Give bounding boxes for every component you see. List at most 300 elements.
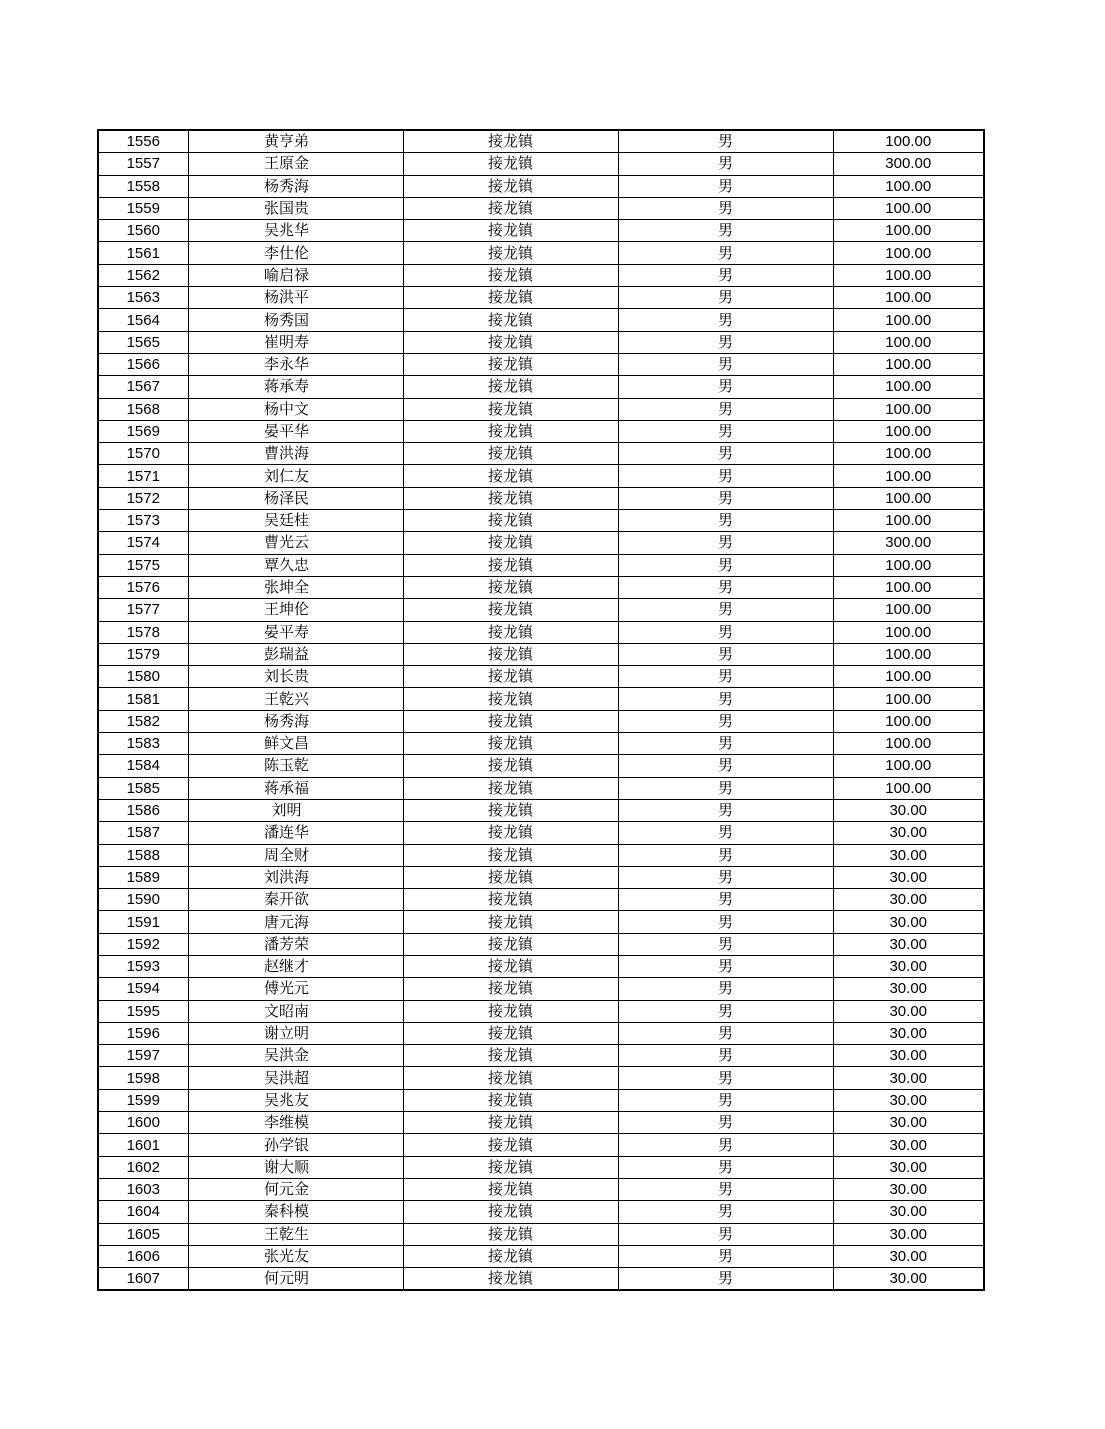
- town-cell: 接龙镇: [403, 911, 618, 933]
- row-number-cell: 1602: [98, 1156, 188, 1178]
- row-number-cell: 1582: [98, 710, 188, 732]
- amount-cell: 100.00: [833, 220, 984, 242]
- sex-cell: 男: [618, 911, 833, 933]
- town-cell: 接龙镇: [403, 1201, 618, 1223]
- sex-cell: 男: [618, 376, 833, 398]
- table-row: [98, 309, 984, 331]
- sex-cell: 男: [618, 197, 833, 219]
- person-name-cell: 潘连华: [188, 822, 403, 844]
- table-row: [98, 175, 984, 197]
- amount-cell: 300.00: [833, 153, 984, 175]
- row-number-cell: 1601: [98, 1134, 188, 1156]
- town-cell: 接龙镇: [403, 1268, 618, 1291]
- sex-cell: 男: [618, 933, 833, 955]
- table-row: [98, 487, 984, 509]
- person-name-cell: 崔明寿: [188, 331, 403, 353]
- amount-cell: 30.00: [833, 1067, 984, 1089]
- amount-cell: 30.00: [833, 1089, 984, 1111]
- person-name-cell: 吴兆华: [188, 220, 403, 242]
- row-number-cell: 1566: [98, 353, 188, 375]
- row-number-cell: 1570: [98, 443, 188, 465]
- person-name-cell: 赵继才: [188, 955, 403, 977]
- row-number-cell: 1591: [98, 911, 188, 933]
- row-number-cell: 1557: [98, 153, 188, 175]
- town-cell: 接龙镇: [403, 1223, 618, 1245]
- amount-cell: 30.00: [833, 1178, 984, 1200]
- subsidy-table: [97, 129, 985, 1291]
- person-name-cell: 何元明: [188, 1268, 403, 1291]
- table-row: [98, 465, 984, 487]
- sex-cell: 男: [618, 287, 833, 309]
- amount-cell: 30.00: [833, 1156, 984, 1178]
- person-name-cell: 刘明: [188, 799, 403, 821]
- table-row: [98, 1156, 984, 1178]
- table-row: [98, 576, 984, 598]
- person-name-cell: 杨泽民: [188, 487, 403, 509]
- amount-cell: 100.00: [833, 510, 984, 532]
- table-row: [98, 1245, 984, 1267]
- sex-cell: 男: [618, 1245, 833, 1267]
- table-row: [98, 955, 984, 977]
- table-row: [98, 1178, 984, 1200]
- sex-cell: 男: [618, 264, 833, 286]
- table-row: [98, 844, 984, 866]
- town-cell: 接龙镇: [403, 532, 618, 554]
- table-row: [98, 822, 984, 844]
- row-number-cell: 1575: [98, 554, 188, 576]
- table-row: [98, 710, 984, 732]
- row-number-cell: 1589: [98, 866, 188, 888]
- amount-cell: 30.00: [833, 1045, 984, 1067]
- row-number-cell: 1585: [98, 777, 188, 799]
- person-name-cell: 文昭南: [188, 1000, 403, 1022]
- row-number-cell: 1572: [98, 487, 188, 509]
- row-number-cell: 1587: [98, 822, 188, 844]
- person-name-cell: 曹光云: [188, 532, 403, 554]
- town-cell: 接龙镇: [403, 844, 618, 866]
- table-row: [98, 911, 984, 933]
- town-cell: 接龙镇: [403, 1022, 618, 1044]
- sex-cell: 男: [618, 1045, 833, 1067]
- amount-cell: 100.00: [833, 576, 984, 598]
- person-name-cell: 刘洪海: [188, 866, 403, 888]
- table-row: [98, 599, 984, 621]
- sex-cell: 男: [618, 153, 833, 175]
- row-number-cell: 1599: [98, 1089, 188, 1111]
- town-cell: 接龙镇: [403, 599, 618, 621]
- table-row: [98, 554, 984, 576]
- amount-cell: 30.00: [833, 911, 984, 933]
- town-cell: 接龙镇: [403, 688, 618, 710]
- town-cell: 接龙镇: [403, 710, 618, 732]
- amount-cell: 30.00: [833, 933, 984, 955]
- amount-cell: 100.00: [833, 264, 984, 286]
- person-name-cell: 周全财: [188, 844, 403, 866]
- amount-cell: 30.00: [833, 822, 984, 844]
- person-name-cell: 秦科模: [188, 1201, 403, 1223]
- town-cell: 接龙镇: [403, 1134, 618, 1156]
- table-row: [98, 1089, 984, 1111]
- town-cell: 接龙镇: [403, 733, 618, 755]
- town-cell: 接龙镇: [403, 264, 618, 286]
- table-row: [98, 666, 984, 688]
- sex-cell: 男: [618, 755, 833, 777]
- sex-cell: 男: [618, 866, 833, 888]
- person-name-cell: 何元金: [188, 1178, 403, 1200]
- person-name-cell: 晏平寿: [188, 621, 403, 643]
- town-cell: 接龙镇: [403, 309, 618, 331]
- table-row: [98, 799, 984, 821]
- table-row: [98, 1223, 984, 1245]
- row-number-cell: 1558: [98, 175, 188, 197]
- table-row: [98, 242, 984, 264]
- sex-cell: 男: [618, 777, 833, 799]
- row-number-cell: 1588: [98, 844, 188, 866]
- amount-cell: 100.00: [833, 197, 984, 219]
- table-row: [98, 866, 984, 888]
- row-number-cell: 1603: [98, 1178, 188, 1200]
- row-number-cell: 1571: [98, 465, 188, 487]
- amount-cell: 100.00: [833, 643, 984, 665]
- sex-cell: 男: [618, 643, 833, 665]
- town-cell: 接龙镇: [403, 465, 618, 487]
- sex-cell: 男: [618, 554, 833, 576]
- amount-cell: 100.00: [833, 130, 984, 153]
- town-cell: 接龙镇: [403, 197, 618, 219]
- sex-cell: 男: [618, 799, 833, 821]
- row-number-cell: 1597: [98, 1045, 188, 1067]
- row-number-cell: 1607: [98, 1268, 188, 1291]
- person-name-cell: 彭瑞益: [188, 643, 403, 665]
- sex-cell: 男: [618, 621, 833, 643]
- town-cell: 接龙镇: [403, 398, 618, 420]
- person-name-cell: 吴洪超: [188, 1067, 403, 1089]
- town-cell: 接龙镇: [403, 933, 618, 955]
- person-name-cell: 张国贵: [188, 197, 403, 219]
- table-row: [98, 1201, 984, 1223]
- row-number-cell: 1567: [98, 376, 188, 398]
- sex-cell: 男: [618, 1201, 833, 1223]
- table-row: [98, 1067, 984, 1089]
- town-cell: 接龙镇: [403, 242, 618, 264]
- table-row: [98, 420, 984, 442]
- person-name-cell: 喻启禄: [188, 264, 403, 286]
- table-row: [98, 331, 984, 353]
- row-number-cell: 1562: [98, 264, 188, 286]
- amount-cell: 100.00: [833, 621, 984, 643]
- town-cell: 接龙镇: [403, 822, 618, 844]
- person-name-cell: 晏平华: [188, 420, 403, 442]
- sex-cell: 男: [618, 398, 833, 420]
- town-cell: 接龙镇: [403, 1156, 618, 1178]
- table-row: [98, 532, 984, 554]
- row-number-cell: 1581: [98, 688, 188, 710]
- row-number-cell: 1592: [98, 933, 188, 955]
- sex-cell: 男: [618, 130, 833, 153]
- amount-cell: 30.00: [833, 1134, 984, 1156]
- table-row: [98, 688, 984, 710]
- sex-cell: 男: [618, 978, 833, 1000]
- row-number-cell: 1576: [98, 576, 188, 598]
- sex-cell: 男: [618, 1000, 833, 1022]
- amount-cell: 100.00: [833, 465, 984, 487]
- row-number-cell: 1574: [98, 532, 188, 554]
- row-number-cell: 1560: [98, 220, 188, 242]
- person-name-cell: 覃久忠: [188, 554, 403, 576]
- sex-cell: 男: [618, 331, 833, 353]
- town-cell: 接龙镇: [403, 554, 618, 576]
- person-name-cell: 潘芳荣: [188, 933, 403, 955]
- town-cell: 接龙镇: [403, 621, 618, 643]
- row-number-cell: 1583: [98, 733, 188, 755]
- amount-cell: 100.00: [833, 599, 984, 621]
- town-cell: 接龙镇: [403, 777, 618, 799]
- amount-cell: 30.00: [833, 1268, 984, 1291]
- person-name-cell: 傅光元: [188, 978, 403, 1000]
- person-name-cell: 杨洪平: [188, 287, 403, 309]
- amount-cell: 30.00: [833, 1201, 984, 1223]
- table-row: [98, 510, 984, 532]
- table-row: [98, 376, 984, 398]
- table-row: [98, 398, 984, 420]
- town-cell: 接龙镇: [403, 287, 618, 309]
- person-name-cell: 孙学银: [188, 1134, 403, 1156]
- row-number-cell: 1568: [98, 398, 188, 420]
- town-cell: 接龙镇: [403, 1045, 618, 1067]
- sex-cell: 男: [618, 487, 833, 509]
- person-name-cell: 杨中文: [188, 398, 403, 420]
- table-row: [98, 777, 984, 799]
- person-name-cell: 李维模: [188, 1112, 403, 1134]
- town-cell: 接龙镇: [403, 866, 618, 888]
- sex-cell: 男: [618, 1112, 833, 1134]
- amount-cell: 100.00: [833, 331, 984, 353]
- table-row: [98, 1134, 984, 1156]
- amount-cell: 100.00: [833, 443, 984, 465]
- person-name-cell: 黄亨弟: [188, 130, 403, 153]
- sex-cell: 男: [618, 822, 833, 844]
- table-row: [98, 264, 984, 286]
- town-cell: 接龙镇: [403, 576, 618, 598]
- amount-cell: 100.00: [833, 175, 984, 197]
- amount-cell: 30.00: [833, 889, 984, 911]
- row-number-cell: 1595: [98, 1000, 188, 1022]
- sex-cell: 男: [618, 443, 833, 465]
- amount-cell: 30.00: [833, 799, 984, 821]
- row-number-cell: 1565: [98, 331, 188, 353]
- person-name-cell: 杨秀海: [188, 175, 403, 197]
- town-cell: 接龙镇: [403, 420, 618, 442]
- person-name-cell: 王乾生: [188, 1223, 403, 1245]
- sex-cell: 男: [618, 309, 833, 331]
- sex-cell: 男: [618, 710, 833, 732]
- amount-cell: 30.00: [833, 1223, 984, 1245]
- amount-cell: 100.00: [833, 353, 984, 375]
- amount-cell: 30.00: [833, 866, 984, 888]
- sex-cell: 男: [618, 353, 833, 375]
- table-row: [98, 621, 984, 643]
- amount-cell: 100.00: [833, 710, 984, 732]
- sex-cell: 男: [618, 532, 833, 554]
- row-number-cell: 1556: [98, 130, 188, 153]
- town-cell: 接龙镇: [403, 510, 618, 532]
- person-name-cell: 刘长贵: [188, 666, 403, 688]
- person-name-cell: 张光友: [188, 1245, 403, 1267]
- table-row: [98, 1022, 984, 1044]
- sex-cell: 男: [618, 1089, 833, 1111]
- row-number-cell: 1577: [98, 599, 188, 621]
- sex-cell: 男: [618, 688, 833, 710]
- sex-cell: 男: [618, 175, 833, 197]
- town-cell: 接龙镇: [403, 175, 618, 197]
- sex-cell: 男: [618, 576, 833, 598]
- town-cell: 接龙镇: [403, 978, 618, 1000]
- row-number-cell: 1606: [98, 1245, 188, 1267]
- sex-cell: 男: [618, 599, 833, 621]
- town-cell: 接龙镇: [403, 1067, 618, 1089]
- town-cell: 接龙镇: [403, 153, 618, 175]
- person-name-cell: 吴兆友: [188, 1089, 403, 1111]
- town-cell: 接龙镇: [403, 643, 618, 665]
- sex-cell: 男: [618, 1268, 833, 1291]
- table-row: [98, 220, 984, 242]
- amount-cell: 30.00: [833, 978, 984, 1000]
- town-cell: 接龙镇: [403, 376, 618, 398]
- row-number-cell: 1569: [98, 420, 188, 442]
- person-name-cell: 张坤全: [188, 576, 403, 598]
- person-name-cell: 秦开欲: [188, 889, 403, 911]
- town-cell: 接龙镇: [403, 487, 618, 509]
- town-cell: 接龙镇: [403, 353, 618, 375]
- town-cell: 接龙镇: [403, 130, 618, 153]
- town-cell: 接龙镇: [403, 1089, 618, 1111]
- table-row: [98, 353, 984, 375]
- table-row: [98, 1112, 984, 1134]
- row-number-cell: 1590: [98, 889, 188, 911]
- amount-cell: 100.00: [833, 755, 984, 777]
- town-cell: 接龙镇: [403, 1112, 618, 1134]
- sex-cell: 男: [618, 1156, 833, 1178]
- table-row: [98, 130, 984, 153]
- person-name-cell: 王乾兴: [188, 688, 403, 710]
- person-name-cell: 吴洪金: [188, 1045, 403, 1067]
- amount-cell: 30.00: [833, 1022, 984, 1044]
- amount-cell: 100.00: [833, 688, 984, 710]
- town-cell: 接龙镇: [403, 1000, 618, 1022]
- row-number-cell: 1594: [98, 978, 188, 1000]
- town-cell: 接龙镇: [403, 799, 618, 821]
- town-cell: 接龙镇: [403, 889, 618, 911]
- sex-cell: 男: [618, 889, 833, 911]
- town-cell: 接龙镇: [403, 1245, 618, 1267]
- sex-cell: 男: [618, 510, 833, 532]
- amount-cell: 30.00: [833, 1112, 984, 1134]
- table-row: [98, 933, 984, 955]
- amount-cell: 100.00: [833, 666, 984, 688]
- person-name-cell: 曹洪海: [188, 443, 403, 465]
- person-name-cell: 李永华: [188, 353, 403, 375]
- sex-cell: 男: [618, 1223, 833, 1245]
- sex-cell: 男: [618, 465, 833, 487]
- amount-cell: 100.00: [833, 376, 984, 398]
- sex-cell: 男: [618, 1022, 833, 1044]
- sex-cell: 男: [618, 1134, 833, 1156]
- amount-cell: 30.00: [833, 955, 984, 977]
- row-number-cell: 1580: [98, 666, 188, 688]
- town-cell: 接龙镇: [403, 666, 618, 688]
- town-cell: 接龙镇: [403, 331, 618, 353]
- row-number-cell: 1604: [98, 1201, 188, 1223]
- row-number-cell: 1578: [98, 621, 188, 643]
- amount-cell: 100.00: [833, 420, 984, 442]
- person-name-cell: 唐元海: [188, 911, 403, 933]
- row-number-cell: 1584: [98, 755, 188, 777]
- table-row: [98, 197, 984, 219]
- sex-cell: 男: [618, 666, 833, 688]
- row-number-cell: 1605: [98, 1223, 188, 1245]
- sex-cell: 男: [618, 420, 833, 442]
- row-number-cell: 1598: [98, 1067, 188, 1089]
- row-number-cell: 1596: [98, 1022, 188, 1044]
- table-row: [98, 153, 984, 175]
- row-number-cell: 1579: [98, 643, 188, 665]
- sex-cell: 男: [618, 1067, 833, 1089]
- person-name-cell: 陈玉乾: [188, 755, 403, 777]
- row-number-cell: 1600: [98, 1112, 188, 1134]
- person-name-cell: 杨秀国: [188, 309, 403, 331]
- amount-cell: 100.00: [833, 733, 984, 755]
- sex-cell: 男: [618, 1178, 833, 1200]
- person-name-cell: 蒋承寿: [188, 376, 403, 398]
- person-name-cell: 吴廷桂: [188, 510, 403, 532]
- row-number-cell: 1593: [98, 955, 188, 977]
- amount-cell: 30.00: [833, 1000, 984, 1022]
- person-name-cell: 李仕伦: [188, 242, 403, 264]
- table-row: [98, 443, 984, 465]
- row-number-cell: 1561: [98, 242, 188, 264]
- amount-cell: 100.00: [833, 287, 984, 309]
- person-name-cell: 王坤伦: [188, 599, 403, 621]
- person-name-cell: 王原金: [188, 153, 403, 175]
- amount-cell: 300.00: [833, 532, 984, 554]
- amount-cell: 100.00: [833, 777, 984, 799]
- sex-cell: 男: [618, 733, 833, 755]
- row-number-cell: 1563: [98, 287, 188, 309]
- person-name-cell: 杨秀海: [188, 710, 403, 732]
- table-row: [98, 643, 984, 665]
- town-cell: 接龙镇: [403, 1178, 618, 1200]
- sex-cell: 男: [618, 220, 833, 242]
- table-row: [98, 889, 984, 911]
- table-row: [98, 733, 984, 755]
- row-number-cell: 1564: [98, 309, 188, 331]
- person-name-cell: 鲜文昌: [188, 733, 403, 755]
- table-row: [98, 287, 984, 309]
- amount-cell: 100.00: [833, 398, 984, 420]
- sex-cell: 男: [618, 844, 833, 866]
- town-cell: 接龙镇: [403, 443, 618, 465]
- town-cell: 接龙镇: [403, 755, 618, 777]
- amount-cell: 100.00: [833, 487, 984, 509]
- amount-cell: 100.00: [833, 242, 984, 264]
- person-name-cell: 刘仁友: [188, 465, 403, 487]
- amount-cell: 100.00: [833, 554, 984, 576]
- row-number-cell: 1573: [98, 510, 188, 532]
- table-body: [98, 130, 984, 1290]
- table-row: [98, 1268, 984, 1291]
- table-row: [98, 755, 984, 777]
- amount-cell: 30.00: [833, 844, 984, 866]
